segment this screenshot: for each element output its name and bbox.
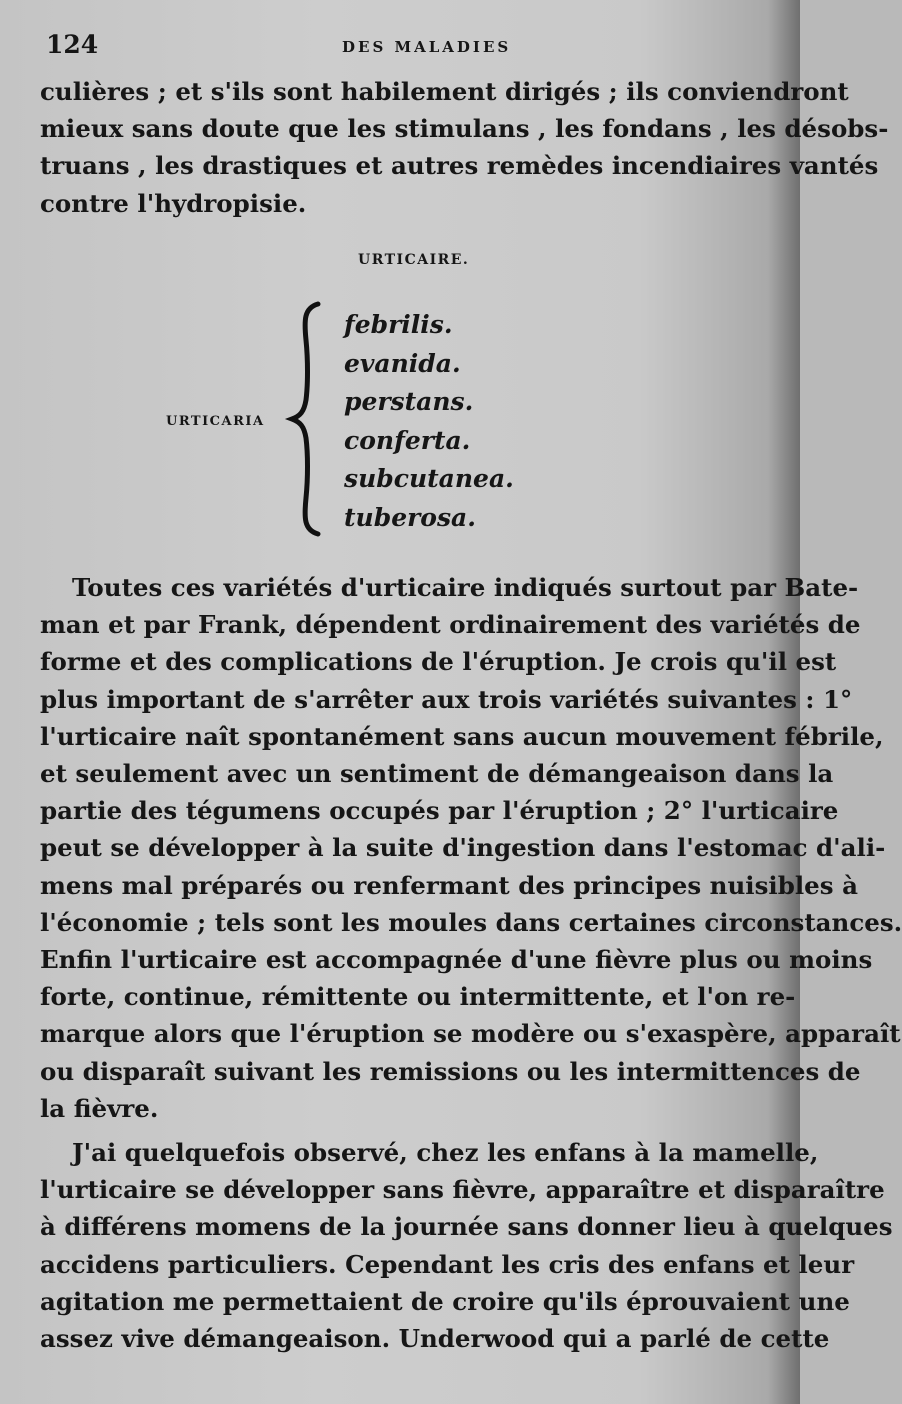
text-line: Toutes ces variétés d'urticaire indiqués surtout par Bate- [72,573,859,602]
genus-label: URTICARIA [166,414,265,429]
variety-item: conferta. [344,425,471,455]
text-line: à différens momens de la journée sans donner lieu à quelques [40,1212,893,1242]
text-line: assez vive démangeaison. Underwood qui a parlé de cette [40,1324,830,1354]
variety-item: tuberosa. [344,502,476,532]
text-line: mens mal préparés ou renfermant des principes nuisibles à [40,870,858,900]
text-line: forte, continue, rémittente ou intermittente, et l'on re- [40,982,796,1012]
text-line: l'économie ; tels sont les moules dans certaines circonstances. [40,907,902,937]
paragraph-top [40,73,889,222]
text-line: l'urticaire naît spontanément sans aucun mouvement fébrile, [40,721,884,751]
text-line: culières ; et s'ils sont habilement dirigés ; ils conviendront [40,77,849,106]
page-number: 124 [46,30,99,59]
text-line: man et par Frank, dépendent ordinairement des variétés de [40,610,861,640]
text-line: et seulement avec un sentiment de démangeaison dans la [40,759,834,789]
varieties-list [344,306,514,538]
text-line: plus important de s'arrêter aux trois variétés suivantes : 1° [40,684,853,714]
variety-item: perstans. [344,387,474,417]
text-line: mieux sans doute que les stimulans , les fondans , les désobs- [40,114,889,144]
text-line: J'ai quelquefois observé, chez les enfans à la mamelle, [72,1138,819,1167]
text-line: truans , les drastiques et autres remèdes incendiaires vantés [40,151,879,181]
section-title: URTICAIRE. [358,252,470,268]
text-line: ou disparaît suivant les remissions ou les intermittences de [40,1056,861,1086]
text-line: agitation me permettaient de croire qu'ils éprouvaient une [40,1286,850,1316]
text-line: Enfin l'urticaire est accompagnée d'une fièvre plus ou moins [40,945,873,975]
variety-item: febrilis. [344,310,453,339]
text-line: la fièvre. [40,1093,159,1123]
paragraph-main [40,569,902,1127]
text-line: peut se développer à la suite d'ingestion dans l'estomac d'ali- [40,833,886,863]
running-head: DES MALADIES [342,38,512,56]
variety-item: subcutanea. [344,464,514,494]
page-header [46,30,760,70]
text-line: marque alors que l'éruption se modère ou s'exaspère, apparaît [40,1019,901,1049]
variety-item: evanida. [344,348,461,378]
text-line: contre l'hydropisie. [40,188,307,218]
curly-brace-icon [286,300,326,538]
paragraph-last [40,1134,893,1357]
text-line: accidens particuliers. Cependant les cris des enfans et leur [40,1249,855,1279]
text-line: partie des tégumens occupés par l'éruption ; 2° l'urticaire [40,796,839,826]
text-line: forme et des complications de l'éruption. Je crois qu'il est [40,647,837,677]
text-line: l'urticaire se développer sans fièvre, apparaître et disparaître [40,1175,885,1205]
